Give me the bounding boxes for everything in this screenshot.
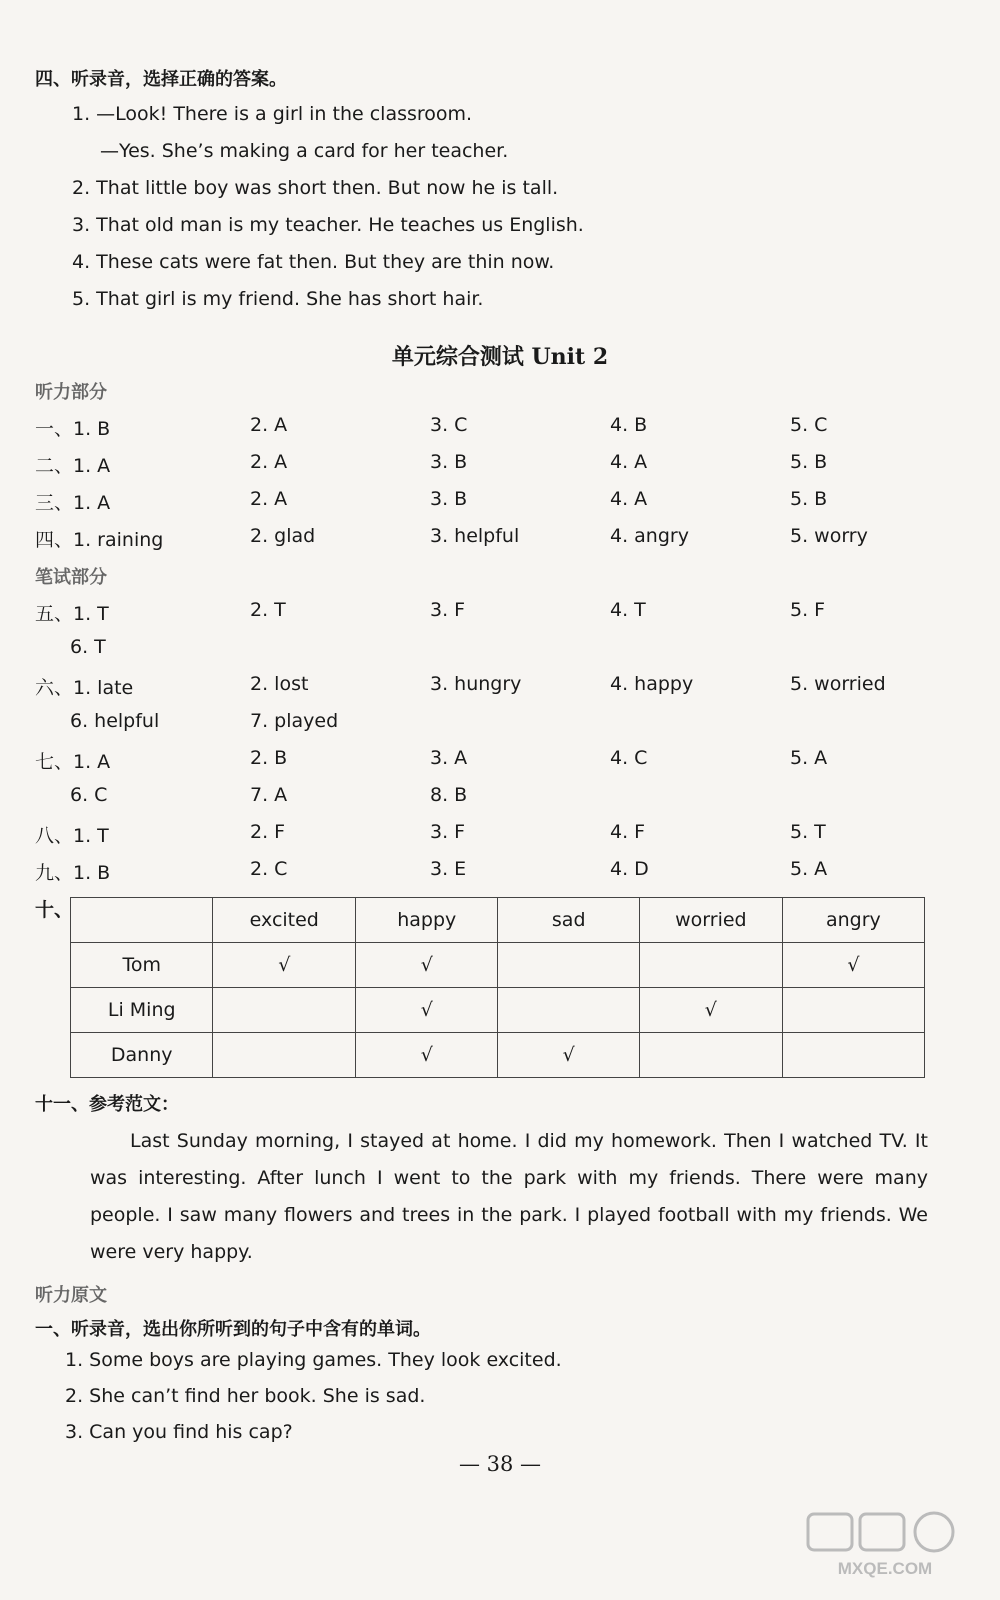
answer-cell: 4. C — [610, 747, 648, 769]
written-part-label: 笔试部分 — [35, 567, 107, 588]
answer-cell: 5. B — [790, 451, 828, 473]
s4-line-4: 4. These cats were fat then. But they are thin now. — [72, 251, 555, 273]
section11-heading: 十一、参考范文： — [35, 1094, 179, 1115]
answer-cell: 2. F — [250, 821, 286, 843]
answer-cell: 五、1. T — [35, 603, 109, 625]
answer-cell: 4. angry — [610, 525, 689, 547]
emotion-table — [70, 897, 925, 1078]
answer-cell: 3. hungry — [430, 673, 522, 695]
answer-cell: 4. T — [610, 599, 646, 621]
answer-cell: 六、1. late — [35, 677, 134, 699]
answer-cell: 8. B — [430, 784, 468, 806]
answer-cell: 2. B — [250, 747, 288, 769]
answer-row-3 — [35, 488, 955, 518]
table-cell — [639, 1033, 782, 1078]
answer-row-8 — [35, 821, 955, 851]
watermark-logo-icon — [800, 1510, 970, 1580]
sample-essay: Last Sunday morning, I stayed at home. I did my homework. Then I watched TV. It was interesting. After lunch I went to the park with my friends. There were many people. I saw many flowers and trees in the park. I played football with my friends. We were very happy. — [90, 1130, 928, 1263]
answer-row-4 — [35, 525, 955, 555]
answer-row-9 — [35, 858, 955, 888]
table-cell: √ — [356, 943, 498, 988]
answer-cell: 2. T — [250, 599, 286, 621]
table-cell: √ — [213, 943, 356, 988]
answer-row-2 — [35, 451, 955, 481]
table-cell-name: Tom — [71, 943, 213, 988]
table-header-cell: happy — [356, 898, 498, 943]
answer-cell: 5. worried — [790, 673, 886, 695]
s4-line-1b: —Yes. She’s making a card for her teacher. — [100, 140, 509, 162]
table-cell: √ — [356, 1033, 498, 1078]
listening-part-label: 听力部分 — [35, 382, 107, 403]
answer-cell: 四、1. raining — [35, 529, 164, 551]
transcript-line-1: 1. Some boys are playing games. They look excited. — [65, 1349, 562, 1371]
answer-cell: 七、1. A — [35, 751, 111, 773]
answer-cell: 3. helpful — [430, 525, 520, 547]
table-header-cell — [71, 898, 213, 943]
answer-row-6b — [35, 710, 955, 740]
answer-cell: 5. A — [790, 747, 828, 769]
table-header-row — [71, 898, 925, 943]
answer-cell: 3. B — [430, 488, 468, 510]
table-cell — [782, 988, 924, 1033]
table-cell-name: Danny — [71, 1033, 213, 1078]
answer-cell: 6. C — [70, 784, 108, 806]
answer-cell: 5. worry — [790, 525, 868, 547]
answer-cell: 2. glad — [250, 525, 316, 547]
answer-row-5 — [35, 599, 955, 629]
answer-cell: 5. F — [790, 599, 826, 621]
answer-row-7b — [35, 784, 955, 814]
s4-line-1: 1. —Look! There is a girl in the classroom. — [72, 103, 473, 125]
answer-cell: 6. helpful — [70, 710, 160, 732]
answer-cell: 三、1. A — [35, 492, 111, 514]
answer-cell: 4. F — [610, 821, 646, 843]
answer-cell: 3. A — [430, 747, 468, 769]
table-header-cell: sad — [498, 898, 640, 943]
transcript-line-3: 3. Can you find his cap? — [65, 1421, 293, 1443]
table-cell — [498, 988, 640, 1033]
table-cell — [498, 943, 640, 988]
answer-cell: 2. lost — [250, 673, 309, 695]
answer-cell: 二、1. A — [35, 455, 111, 477]
answer-cell: 3. B — [430, 451, 468, 473]
answer-row-6 — [35, 673, 955, 703]
answer-cell: 4. A — [610, 451, 648, 473]
answer-row-1 — [35, 414, 955, 444]
answer-cell: 4. D — [610, 858, 649, 880]
page-number: — 38 — — [458, 1452, 542, 1476]
table-cell — [213, 1033, 356, 1078]
unit-title: 单元综合测试 Unit 2 — [391, 344, 609, 370]
answer-cell: 6. T — [70, 636, 106, 658]
answer-row-7 — [35, 747, 955, 777]
answer-cell: 4. A — [610, 488, 648, 510]
answer-cell: 7. played — [250, 710, 339, 732]
transcript-subheading: 一、听录音，选出你所听到的句子中含有的单词。 — [35, 1319, 431, 1340]
answer-cell: 九、1. B — [35, 862, 111, 884]
answer-cell: 2. C — [250, 858, 288, 880]
table-header-cell: angry — [782, 898, 924, 943]
table-row — [71, 1033, 925, 1078]
answer-cell: 5. A — [790, 858, 828, 880]
s4-line-2: 2. That little boy was short then. But now he is tall. — [72, 177, 559, 199]
watermark-text: MXQE.COM — [837, 1559, 933, 1578]
answer-cell: 3. C — [430, 414, 468, 436]
section10-label: 十、 — [35, 899, 74, 921]
answer-cell: 2. A — [250, 488, 288, 510]
answer-cell: 4. happy — [610, 673, 694, 695]
table-cell — [782, 1033, 924, 1078]
answer-cell: 一、1. B — [35, 418, 111, 440]
table-cell — [639, 943, 782, 988]
answer-cell: 3. F — [430, 599, 466, 621]
answer-cell: 5. B — [790, 488, 828, 510]
answer-cell: 7. A — [250, 784, 288, 806]
transcript-heading: 听力原文 — [35, 1285, 107, 1306]
table-cell: √ — [782, 943, 924, 988]
table-cell-name: Li Ming — [71, 988, 213, 1033]
answer-cell: 3. F — [430, 821, 466, 843]
table-cell — [213, 988, 356, 1033]
table-cell: √ — [498, 1033, 640, 1078]
s4-line-5: 5. That girl is my friend. She has short hair. — [72, 288, 484, 310]
transcript-line-2: 2. She can’t find her book. She is sad. — [65, 1385, 426, 1407]
answer-cell: 5. T — [790, 821, 826, 843]
s4-line-3: 3. That old man is my teacher. He teaches us English. — [72, 214, 584, 236]
section4-heading: 四、听录音，选择正确的答案。 — [35, 69, 287, 90]
answer-cell: 4. B — [610, 414, 648, 436]
answer-row-5b — [35, 636, 955, 666]
answer-cell: 2. A — [250, 451, 288, 473]
answer-cell: 八、1. T — [35, 825, 109, 847]
table-row — [71, 943, 925, 988]
table-cell: √ — [356, 988, 498, 1033]
table-cell: √ — [639, 988, 782, 1033]
answer-cell: 5. C — [790, 414, 828, 436]
table-header-cell: excited — [213, 898, 356, 943]
answer-cell: 2. A — [250, 414, 288, 436]
table-row — [71, 988, 925, 1033]
answer-cell: 3. E — [430, 858, 467, 880]
table-header-cell: worried — [639, 898, 782, 943]
